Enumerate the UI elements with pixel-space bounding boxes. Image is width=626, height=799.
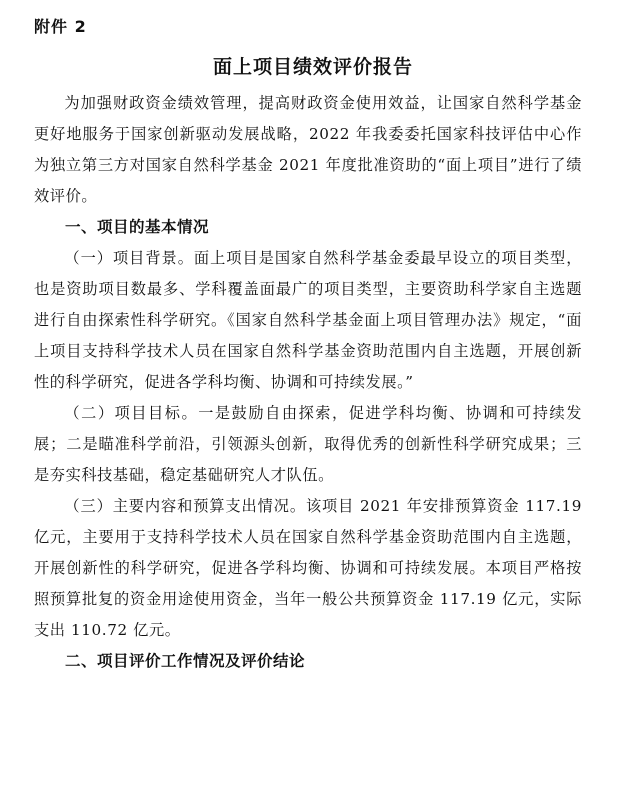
- document-body: [34, 88, 582, 677]
- paragraph-objectives: （二）项目目标。一是鼓励自由探索，促进学科均衡、协调和可持续发展；二是瞄准科学前沿，引领源头创新，取得优秀的创新性科学研究成果；三是夯实科技基础，稳定基础研究人才队伍。: [34, 404, 582, 484]
- document-title: 面上项目绩效评价报告: [212, 56, 413, 78]
- intro-paragraph: 为加强财政资金绩效管理，提高财政资金使用效益，让国家自然科学基金更好地服务于国家创新驱动发展战略，2022 年我委委托国家科技评估中心作为独立第三方对国家自然科学基金 2021 年度批准资助的“面上项目”进行了绩效评价。: [34, 94, 582, 205]
- section-heading-evaluation: 二、项目评价工作情况及评价结论: [65, 652, 306, 670]
- paragraph-background: （一）项目背景。面上项目是国家自然科学基金委最早设立的项目类型，也是资助项目数最多、学科覆盖面最广的项目类型，主要资助科学家自主选题进行自由探索性科学研究。《国家自然科学基金面上项目管理办法》规定，“面上项目支持科学技术人员在国家自然科学基金资助范围内自主选题，开展创新性的科学研究，促进各学科均衡、协调和可持续发展。”: [34, 249, 582, 391]
- paragraph-budget: （三）主要内容和预算支出情况。该项目 2021 年安排预算资金 117.19 亿元，主要用于支持科学技术人员在国家自然科学基金资助范围内自主选题，开展创新性的科学研究，促进各学科均衡、协调和可持续发展。本项目严格按照预算批复的资金用途使用资金，当年一般公共预算资金 117.19 亿元，实际支出 110.72 亿元。: [34, 497, 582, 639]
- section-heading-basic-info: 一、项目的基本情况: [65, 218, 210, 236]
- attachment-label: 附件 2: [34, 17, 87, 36]
